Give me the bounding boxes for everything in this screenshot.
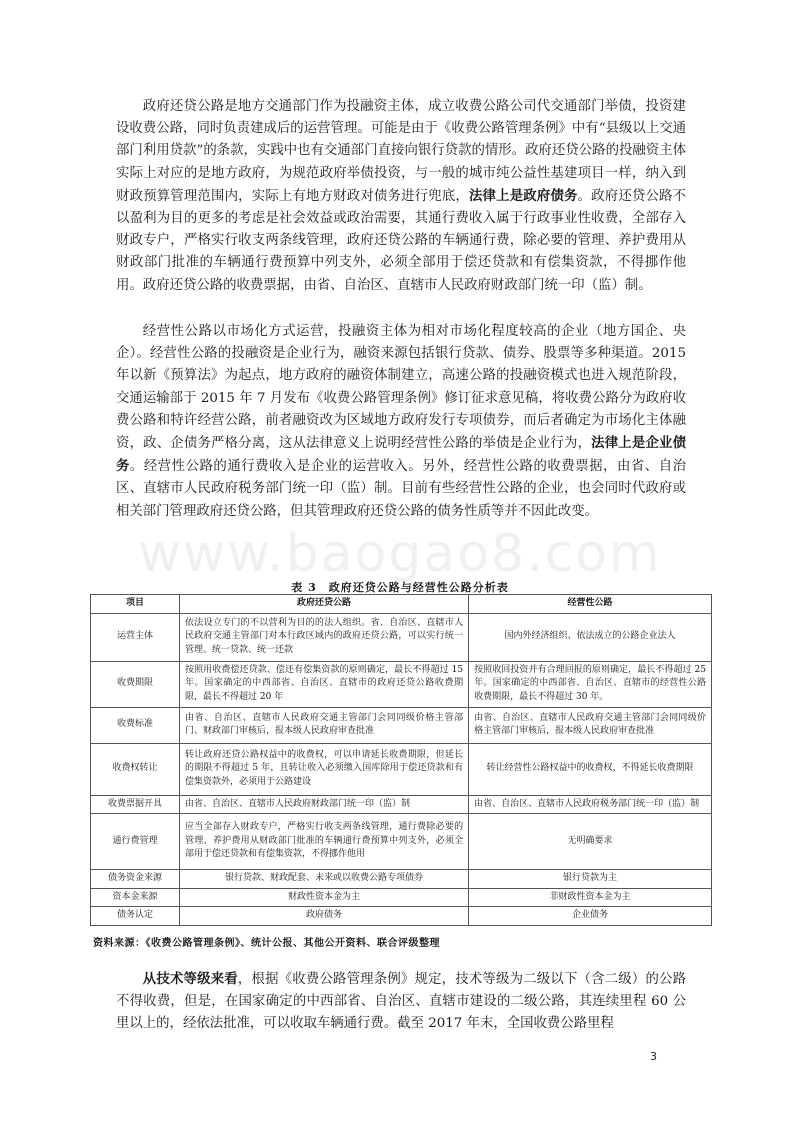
- table-row-label: 通行费管理: [91, 814, 180, 870]
- table-cell-government: 银行贷款、财政配套、未来或以收费公路专项债券: [180, 870, 469, 889]
- paragraph-government-repayment-roads: [116, 96, 686, 297]
- table-row: [91, 814, 712, 870]
- paragraph-bold-text: 法律上是企业债务: [116, 435, 687, 475]
- table-cell-government: 政府债务: [180, 907, 469, 926]
- table-cell-government: 财政性资本金为主: [180, 888, 469, 907]
- table-row-label: 收费票据开具: [91, 795, 180, 814]
- table-header-cell: 经营性公路: [469, 595, 712, 614]
- table-cell-government: 应当全部存入财政专户，严格实行收支两条线管理，通行费除必要的管理、养护费用从财政部门批准的车辆通行费预算中列支外，必须全部用于偿还贷款和有偿集资款，不得挪作他用: [180, 814, 469, 870]
- table-row: [91, 707, 712, 743]
- table-cell-government: 由省、自治区、直辖市人民政府交通主管部门会同同级价格主管部门、财政部门审核后，报本级人民政府审查批准: [180, 707, 469, 743]
- paragraph-text: 经营性公路以市场化方式运营，投融资主体为相对市场化程度较高的企业（地方国企、央企）。经营性公路的投融资是企业行为，融资来源包括银行贷款、债券、股票等多种渠道。2015 年以新《预算法》为起点，地方政府的融资体制建立，高速公路的投融资模式也进入规范阶段，交通运输部于 2015 年 7 月发布《收费公路管理条例》修订征求意见稿，将收费公路分为政府收费公路和特许经营公路，前者融资改为区域地方政府发行专项债券，而后者确定为市场化主体融资，政、企债务严格分离，这从法律意义上说明经营性公路的举债是企业行为，: [116, 324, 686, 452]
- table-row: [91, 870, 712, 889]
- table-row-label: 收费期限: [91, 661, 180, 707]
- table-row-label: 运营主体: [91, 613, 180, 661]
- table-row-label: 收费权转让: [91, 743, 180, 795]
- table-row-label: 资本金来源: [91, 888, 180, 907]
- comparison-table: [90, 594, 712, 926]
- table-row-label: 债务认定: [91, 907, 180, 926]
- table-row: [91, 888, 712, 907]
- table-row-label: 收费标准: [91, 707, 180, 743]
- table-cell-operating: 按照收回投资并有合理回报的原则确定，最长不得超过 25 年。国家确定的中西部省、自治区、直辖市的经营性公路收费期限，最长不得超过 30 年。: [469, 661, 712, 707]
- table-row: [91, 907, 712, 926]
- table-cell-operating: 由省、自治区、直辖市人民政府税务部门统一印（监）制: [469, 795, 712, 814]
- table-cell-operating: 非财政性资本金为主: [469, 888, 712, 907]
- table-header-cell: 政府还贷公路: [180, 595, 469, 614]
- paragraph-technical-grade: [116, 968, 686, 1036]
- table-row: [91, 661, 712, 707]
- table-cell-operating: 国内外经济组织、依法成立的公路企业法人: [469, 613, 712, 661]
- table-row: [91, 613, 712, 661]
- table-row: [91, 743, 712, 795]
- table-cell-operating: 由省、自治区、直辖市人民政府交通主管部门会同同级价格主管部门审核后，报本级人民政府审查批准: [469, 707, 712, 743]
- paragraph-text: 。经营性公路的通行费收入是企业的运营收入。另外，经营性公路的收费票据，由省、自治区、直辖市人民政府税务部门统一印（监）制。目前有些经营性公路的企业，也会同时代政府或相关部门管理政府还贷公路，但其管理政府还贷公路的债务性质等并不因此改变。: [116, 459, 687, 519]
- table-row-label: 债务资金来源: [91, 870, 180, 889]
- table-cell-government: 由省、自治区、直辖市人民政府财政部门统一印（监）制: [180, 795, 469, 814]
- table-caption: 表 3 政府还贷公路与经营性公路分析表: [291, 581, 509, 594]
- table-cell-government: 依法设立专门的不以营利为目的的法人组织。省、自治区、直辖市人民政府交通主管部门对本行政区域内的政府还贷公路，可以实行统一管理、统一贷款、统一还款: [180, 613, 469, 661]
- paragraph-bold-text: 从技术等级来看: [142, 971, 238, 987]
- table-cell-operating: 企业债务: [469, 907, 712, 926]
- paragraph-text: ，根据《收费公路管理条例》规定，技术等级为二级以下（含二级）的公路不得收费，但是，在国家确定的中西部省、自治区、直辖市建设的二级公路，其连续里程 60 公里以上的，经依法批准，可以收取车辆通行费。截至 2017 年末，全国收费公路里程: [116, 972, 687, 1032]
- table-cell-operating: 银行贷款为主: [469, 870, 712, 889]
- table-cell-government: 转让政府还贷公路权益中的收费权，可以申请延长收费期限，但延长的期限不得超过 5 年，且转让收入必须缴入国库除用于偿还贷款和有偿集资款外，必须用于公路建设: [180, 743, 469, 795]
- paragraph-bold-text: 法律上是政府债务: [468, 187, 578, 204]
- page-number: 3: [650, 1050, 657, 1063]
- paragraph-text: 政府还贷公路是地方交通部门作为投融资主体，成立收费公路公司代交通部门举债，投资建设收费公路，同时负责建成后的运营管理。可能是由于《收费公路管理条例》中有“县级以上交通部门利用贷款”的条款，实践中也有交通部门直接向银行贷款的情形。政府还贷公路的投融资主体实际上对应的是地方政府，为规范政府举债投资，与一般的城市纯公益性基建项目一样，纳入到财政预算管理范围内，实际上有地方财政对债务进行兜底，: [116, 99, 686, 204]
- paragraph-text: 。政府还贷公路不以盈利为目的更多的考虑是社会效益或政治需要，其通行费收入属于行政事业性收费，全部存入财政专户，严格实行收支两条线管理，政府还贷公路的车辆通行费，除必要的管理、养护费用从财政部门批准的车辆通行费预算中列支外，必须全部用于偿还贷款和有偿集资款，不得挪作他用。政府还贷公路的收费票据，由省、自治区、直辖市人民政府财政部门统一印（监）制。: [116, 188, 687, 293]
- watermark: www.baogao8.com: [138, 524, 662, 584]
- table-cell-operating: 转让经营性公路权益中的收费权，不得延长收费期限: [469, 743, 712, 795]
- table-row: [91, 795, 712, 814]
- table-header-cell: 项目: [91, 595, 180, 614]
- table-source-note: 资料来源：《收费公路管理条例》、统计公报、其他公开资料、联合评级整理: [93, 938, 440, 949]
- table-cell-government: 按照用收费偿还贷款、偿还有偿集资款的原则确定，最长不得超过 15 年。国家确定的中西部省、自治区、直辖市的政府还贷公路收费期限，最长不得超过 20 年: [180, 661, 469, 707]
- table-cell-operating: 无明确要求: [469, 814, 712, 870]
- table-header-row: [91, 595, 712, 614]
- paragraph-operating-roads: [116, 321, 686, 523]
